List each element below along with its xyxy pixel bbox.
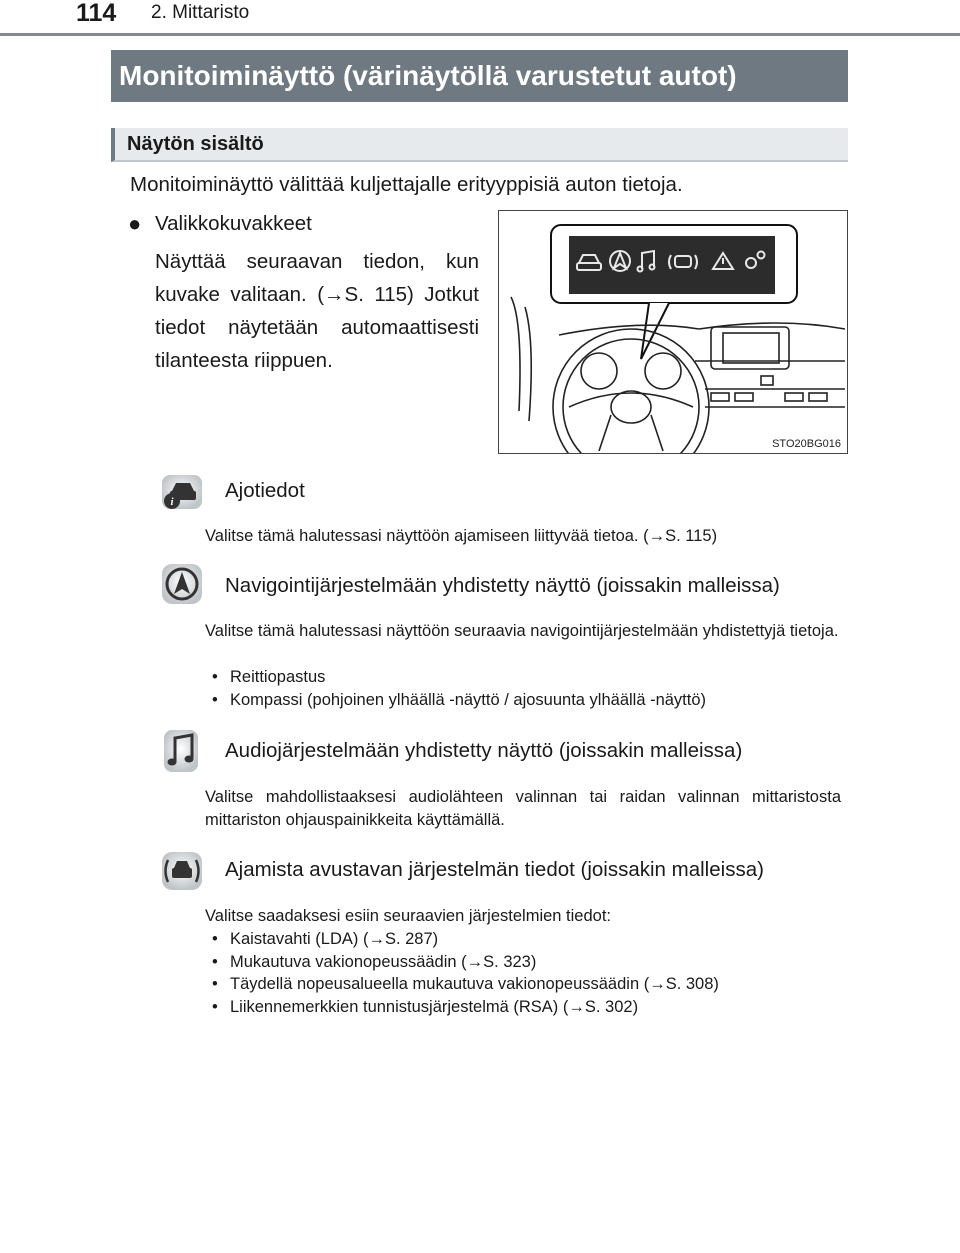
item-list-navigation [212,666,706,711]
section-title: 2. Mittaristo [151,2,250,23]
item-desc-driving-info: Valitse tämä halutessasi näyttöön ajamiseen liittyvää tietoa. (→S. 115) [205,527,718,545]
header-rule [0,33,960,36]
list-item: • Kaistavahti (LDA) (→S. 287) [212,928,719,951]
item-title-driving-info: Ajotiedot [225,479,305,502]
item-desc-audio: Valitse mahdollistaaksesi audiolähteen valinnan tai raidan valinnan mittaristosta mittariston ohjauspainikkeita käyttämällä. [205,788,841,829]
item-title-driving-assist: Ajamista avustavan järjestelmän tiedot (joissakin malleissa) [225,858,764,881]
list-item: • Liikennemerkkien tunnistusjärjestelmä (RSA) (→S. 302) [212,996,719,1019]
page-number: 114 [76,0,117,27]
dashboard-drawing [499,211,848,454]
item-title-navigation: Navigointijärjestelmään yhdistetty näyttö (joissakin malleissa) [225,574,780,597]
list-item: • Kompassi (pohjoinen ylhäällä -näyttö / ajosuunta ylhäällä -näyttö) [212,689,706,712]
intro-text: Monitoiminäyttö välittää kuljettajalle erityyppisiä auton tietoja. [130,173,683,196]
bullet-title: Valikkokuvakkeet [155,212,312,235]
item-desc-driving-assist: Valitse saadaksesi esiin seuraavien järjestelmien tiedot: [205,907,611,925]
car-info-icon [160,469,204,513]
list-item: • Reittiopastus [212,666,706,689]
bullet-description: Näyttää seuraavan tiedon, kun kuvake valitaan. (→S. 115) Jotkut tiedot näytetään automaattisesti tilanteesta riippuen. [155,250,479,372]
display-panel [569,236,775,294]
figure-code: STO20BG016 [772,438,841,450]
page-title: Monitoiminäyttö (värinäytöllä varustetut autot) [111,50,848,102]
dashboard-illustration [498,210,848,454]
dashboard-lines [511,297,845,454]
subsection-title: Näytön sisältö [111,128,848,162]
svg-text:i: i [170,496,174,508]
list-item: • Täydellä nopeusalueella mukautuva vakionopeussäädin (→S. 308) [212,973,719,996]
bullet-marker: ● [128,211,142,236]
list-item: • Mukautuva vakionopeussäädin (→S. 323) [212,951,719,974]
item-list-driving-assist [212,928,719,1018]
item-desc-navigation: Valitse tämä halutessasi näyttöön seuraavia navigointijärjestelmään yhdistettyjä tietoja. [205,622,839,640]
navigation-icon [160,562,204,606]
driving-assist-icon [160,848,204,892]
music-note-icon [160,728,204,772]
item-title-audio: Audiojärjestelmään yhdistetty näyttö (joissakin malleissa) [225,739,743,762]
